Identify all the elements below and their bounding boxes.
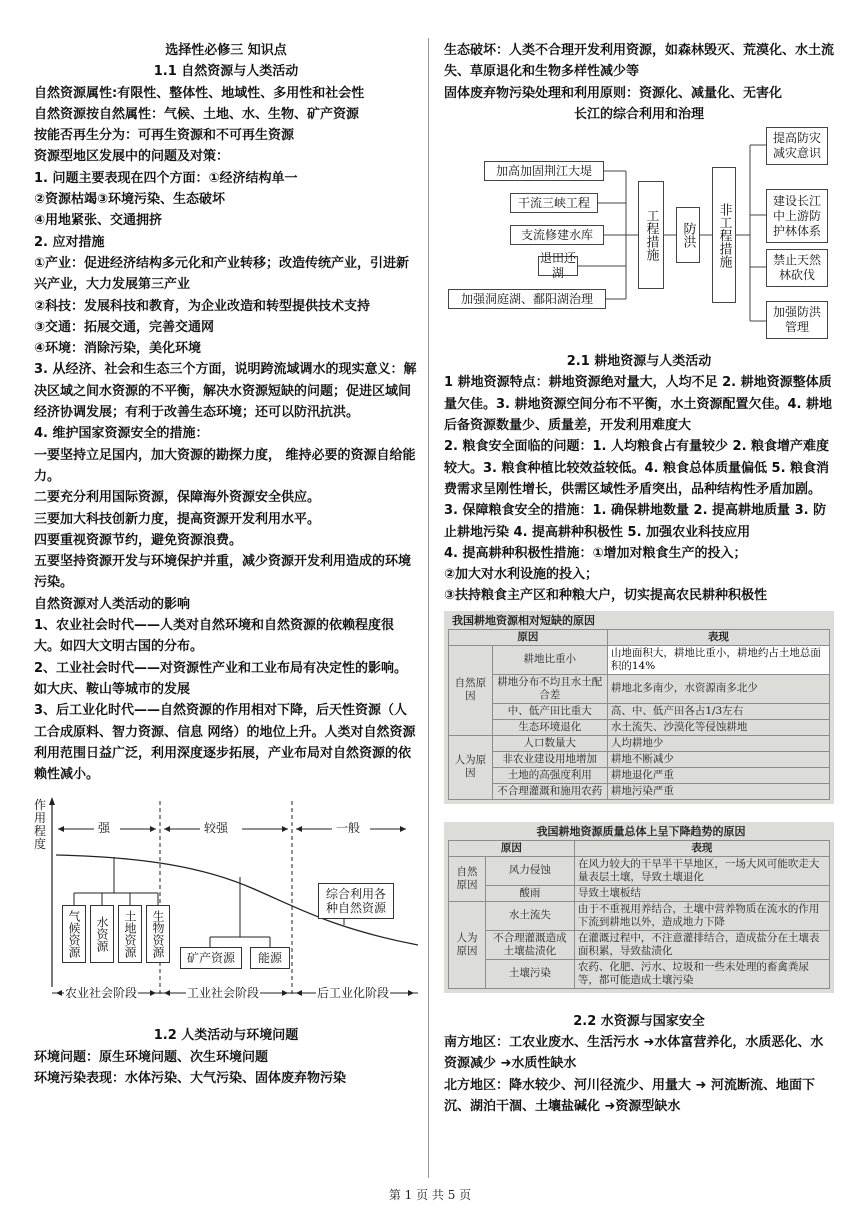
table-cell: 自然原因 <box>449 645 493 735</box>
flow-item-management: 加强防洪管理 <box>766 301 828 339</box>
box-comprehensive-use: 综合利用各种自然资源 <box>318 883 394 919</box>
table-cell: 原因 <box>449 840 575 856</box>
table-cell: 非农业建设用地增加 <box>492 751 607 767</box>
page-footer: 第 1 页 共 5 页 <box>388 1188 472 1202</box>
table-cell: 原因 <box>449 629 608 645</box>
text-line: ④用地紧张、交通拥挤 <box>34 213 163 229</box>
flow-item-forest: 建设长江中上游防护林体系 <box>766 189 828 243</box>
left-text-block-b <box>34 1047 418 1090</box>
table-row <box>449 856 830 885</box>
table-row <box>449 674 830 703</box>
table-cell: 山地面积大，耕地比重小，耕地约占土地总面积的14% <box>607 645 829 674</box>
right-text-block-a <box>444 40 834 104</box>
text-line: 2. 粮食安全面临的问题：1. 人均粮食占有量较少 2. 粮食增产难度较大。3. 粮食种植比较效益较低。4. 粮食总体质量偏低 5. 粮食消费需求呈刚性增长，供需区域性矛盾突出，品种结构性矛盾加剧。 <box>444 439 830 497</box>
flow-item-sanxia: 干流三峡工程 <box>510 193 598 213</box>
text-line: 4. 提高耕种积极性措施：①增加对粮食生产的投入； <box>444 545 747 561</box>
table-cell: 人为原因 <box>449 901 486 988</box>
text-line: 4. 维护国家资源安全的措施： <box>34 426 209 442</box>
table-row <box>449 901 830 930</box>
table-row <box>449 751 830 767</box>
text-line: 3. 从经济、社会和生态三个方面，说明跨流域调水的现实意义：解决区域之间水资源的不平衡，解决水资源短缺的问题；促进区域间经济协调发展；有利于改善生态环境；还可以防汛抗洪。 <box>34 362 417 421</box>
table1 <box>448 629 830 800</box>
table-cell: 耕地北多南少，水资源南多北少 <box>607 674 829 703</box>
table-cell: 高、中、低产田各占1/3左右 <box>607 703 829 719</box>
flow-item-return-lake: 退田还湖 <box>539 251 576 281</box>
right-text-block-c <box>444 1032 834 1117</box>
table-cell: 土地的高强度利用 <box>492 767 607 783</box>
table-cell: 耕地比重小 <box>492 645 607 674</box>
flow-item-lakes: 加强洞庭湖、鄱阳湖治理 <box>448 289 606 309</box>
text-line: 南方地区：工农业废水、生活污水 ➜水体富营养化，水质恶化、水资源减少 ➜水质性缺水 <box>444 1035 824 1072</box>
table-cell: 自然原因 <box>449 856 486 901</box>
text-line: 生态破坏：人类不合理开发利用资源，如森林毁灭、荒漠化、水土流失、草原退化和生物多样性减少等 <box>444 43 835 80</box>
text-line: 自然资源属性:有限性、整体性、地域性、多用性和社会性 <box>34 85 365 101</box>
table-row <box>449 735 830 751</box>
box-water-resource: 水资源 <box>90 905 114 963</box>
box-mineral-resource: 矿产资源 <box>180 947 242 969</box>
table-cell: 人为原因 <box>449 735 493 799</box>
table-cell: 不合理灌溉造成土壤盐渍化 <box>485 930 574 959</box>
table-cell: 在风力较大的干旱半干旱地区，一场大风可能吹走大量表层土壤，导致土壤退化 <box>574 856 829 885</box>
table-cell: 耕地污染严重 <box>607 783 829 799</box>
section-2-1-heading: 2.1 耕地资源与人类活动 <box>566 354 712 370</box>
table-cell: 导致土壤板结 <box>574 885 829 901</box>
band-medium: 较强 <box>204 821 229 836</box>
section-1-1-heading: 1.1 自然资源与人类活动 <box>153 64 299 80</box>
box-bio-resource: 生物资源 <box>146 905 170 963</box>
box-climate-resource: 气候资源 <box>62 905 86 963</box>
table-row <box>449 645 830 674</box>
left-text-block-a <box>34 83 418 786</box>
text-line: 环境问题：原生环境问题、次生环境问题 <box>34 1049 269 1065</box>
text-line: 3. 保障粮食安全的措施：1. 确保耕地数量 2. 提高耕地质量 3. 防止耕地污染 4. 提高耕种积极性 5. 加强农业科技应用 <box>444 503 827 540</box>
table-row <box>449 767 830 783</box>
farmland-shortage-table <box>444 611 834 804</box>
table-cell: 土壤污染 <box>485 959 574 988</box>
text-line: 自然资源对人类活动的影响 <box>34 596 191 612</box>
table-header-row <box>449 840 830 856</box>
flow-item-jingjiang: 加高加固荆江大堤 <box>484 161 604 181</box>
text-line: 2. 应对措施 <box>34 234 105 250</box>
table-row <box>449 930 830 959</box>
text-line: 资源型地区发展中的问题及对策： <box>34 149 230 165</box>
band-strong: 强 <box>98 821 111 836</box>
table-cell: 生态环境退化 <box>492 719 607 735</box>
table-row <box>449 719 830 735</box>
text-line: 2、工业社会时代——对资源性产业和工业布局有决定性的影响。如大庆、鞍山等城市的发展 <box>34 660 408 697</box>
text-line: 一要坚持立足国内，加大资源的勘探力度， 维持必要的资源自给能力。 <box>34 447 416 484</box>
table-cell: 人均耕地少 <box>607 735 829 751</box>
text-line: 1、农业社会时代——人类对自然环境和自然资源的依赖程度很大。如四大文明古国的分布。 <box>34 618 395 655</box>
text-line: 二要充分利用国际资源，保障海外资源安全供应。 <box>34 490 321 506</box>
text-line: ②加大对水利设施的投入； <box>444 567 599 583</box>
text-line: 自然资源按自然属性：气候、土地、水、生物、矿产资源 <box>34 106 360 122</box>
flowchart-title: 长江的综合利用和治理 <box>573 106 704 122</box>
column-divider <box>428 38 429 1178</box>
section-2-2-heading: 2.2 水资源与国家安全 <box>573 1013 705 1029</box>
left-column <box>34 40 418 1089</box>
resource-influence-chart <box>34 797 418 1017</box>
table-cell: 不合理灌溉和施用农药 <box>492 783 607 799</box>
table-cell: 耕地退化严重 <box>607 767 829 783</box>
table-row <box>449 703 830 719</box>
flow-flood-control: 防洪 <box>676 207 700 263</box>
farmland-quality-table <box>444 822 834 993</box>
flow-item-awareness: 提高防灾减灾意识 <box>766 127 828 165</box>
text-line: 1. 问题主要表现在四个方面：①经济结构单一 <box>34 170 298 186</box>
stage-industry: 工业社会阶段 <box>187 986 260 1001</box>
text-line: ①产业：促进经济结构多元化和产业转移；改造传统产业，引进新兴产业，大力发展第三产业 <box>34 255 410 293</box>
table-cell: 表现 <box>607 629 829 645</box>
right-text-block-b <box>444 372 834 606</box>
right-column <box>444 40 834 1117</box>
table-cell: 表现 <box>574 840 829 856</box>
table-row <box>449 885 830 901</box>
band-normal: 一般 <box>336 821 361 836</box>
table2 <box>448 840 830 989</box>
table-cell: 耕地不断减少 <box>607 751 829 767</box>
table-cell: 耕地分布不均且水土配合差 <box>492 674 607 703</box>
table-cell: 中、低产田比重大 <box>492 703 607 719</box>
table-header-row <box>449 629 830 645</box>
table-row <box>449 783 830 799</box>
table-cell: 由于不重视用养结合，土壤中营养物质在流水的作用下流到耕地以外，造成地力下降 <box>574 901 829 930</box>
text-line: ②科技：发展科技和教育，为企业改造和转型提供技术支持 <box>34 298 371 314</box>
table-row <box>449 959 830 988</box>
table2-title: 我国耕地资源质量总体上呈下降趋势的原因 <box>536 824 746 838</box>
stage-agriculture: 农业社会阶段 <box>65 986 138 1001</box>
section-1-2-heading: 1.2 人类活动与环境问题 <box>153 1028 299 1044</box>
text-line: 环境污染表现：水体污染、大气污染、固体废弃物污染 <box>34 1070 347 1086</box>
flow-engineering: 工程措施 <box>638 181 664 289</box>
text-line: ④环境：消除污染，美化环境 <box>34 341 202 357</box>
flow-non-engineering: 非工程措施 <box>712 167 736 303</box>
text-line: 北方地区：降水较少、河川径流少、用量大 ➜ 河流断流、地面下沉、湖泊干涸、土壤盐碱化 ➜资源型缺水 <box>444 1077 815 1114</box>
box-energy: 能源 <box>250 947 290 969</box>
text-line: 1 耕地资源特点：耕地资源绝对量大，人均不足 2. 耕地资源整体质量欠佳。3. 耕地资源空间分布不平衡，水土资源配置欠佳。4. 耕地后备资源数量少、质量差，开发利用难度大 <box>444 375 833 434</box>
text-line: 三要加大科技创新力度，提高资源开发利用水平。 <box>34 511 321 527</box>
table-cell: 人口数量大 <box>492 735 607 751</box>
table-cell: 水土流失、沙漠化等侵蚀耕地 <box>607 719 829 735</box>
box-land-resource: 土地资源 <box>118 905 142 963</box>
stage-post-industry: 后工业化阶段 <box>317 986 390 1001</box>
text-line: ②资源枯竭③环境污染、生态破坏 <box>34 192 226 208</box>
flow-item-ban-logging: 禁止天然林砍伐 <box>766 249 828 287</box>
text-line: ③扶持粮食主产区和种粮大户，切实提高农民耕种积极性 <box>444 588 768 604</box>
text-line: 按能否再生分为：可再生资源和不可再生资源 <box>34 128 295 144</box>
text-line: 五要坚持资源开发与环境保护并重，减少资源开发利用造成的环境污染。 <box>34 554 412 591</box>
doc-title: 选择性必修三 知识点 <box>165 43 287 58</box>
table-cell: 在灌溉过程中，不注意灌排结合，造成盐分在土壤表面积累，导致盐渍化 <box>574 930 829 959</box>
table-cell: 酸雨 <box>485 885 574 901</box>
yangtze-flowchart <box>444 127 834 337</box>
text-line: ③交通：拓展交通，完善交通网 <box>34 319 215 335</box>
flow-item-reservoir: 支流修建水库 <box>510 225 604 245</box>
text-line: 固体废弃物污染处理和利用原则：资源化、减量化、无害化 <box>444 85 783 101</box>
text-line: 3、后工业化时代——自然资源的作用相对下降，后天性资源（人工合成原料、智力资源、信息 网络）的地位上升。人类对自然资源利用范围日益广泛，利用深度逐步拓展，产业布局对自然资源的依赖性减小。 <box>34 703 416 783</box>
chart-y-label: 作 用 程 度 <box>34 798 47 852</box>
table1-title: 我国耕地资源相对短缺的原因 <box>452 613 595 627</box>
table-cell: 农药、化肥、污水、垃圾和一些未处理的畜禽粪尿等，都可能造成土壤污染 <box>574 959 829 988</box>
table-cell: 水土流失 <box>485 901 574 930</box>
text-line: 四要重视资源节约，避免资源浪费。 <box>34 532 243 548</box>
table-cell: 风力侵蚀 <box>485 856 574 885</box>
